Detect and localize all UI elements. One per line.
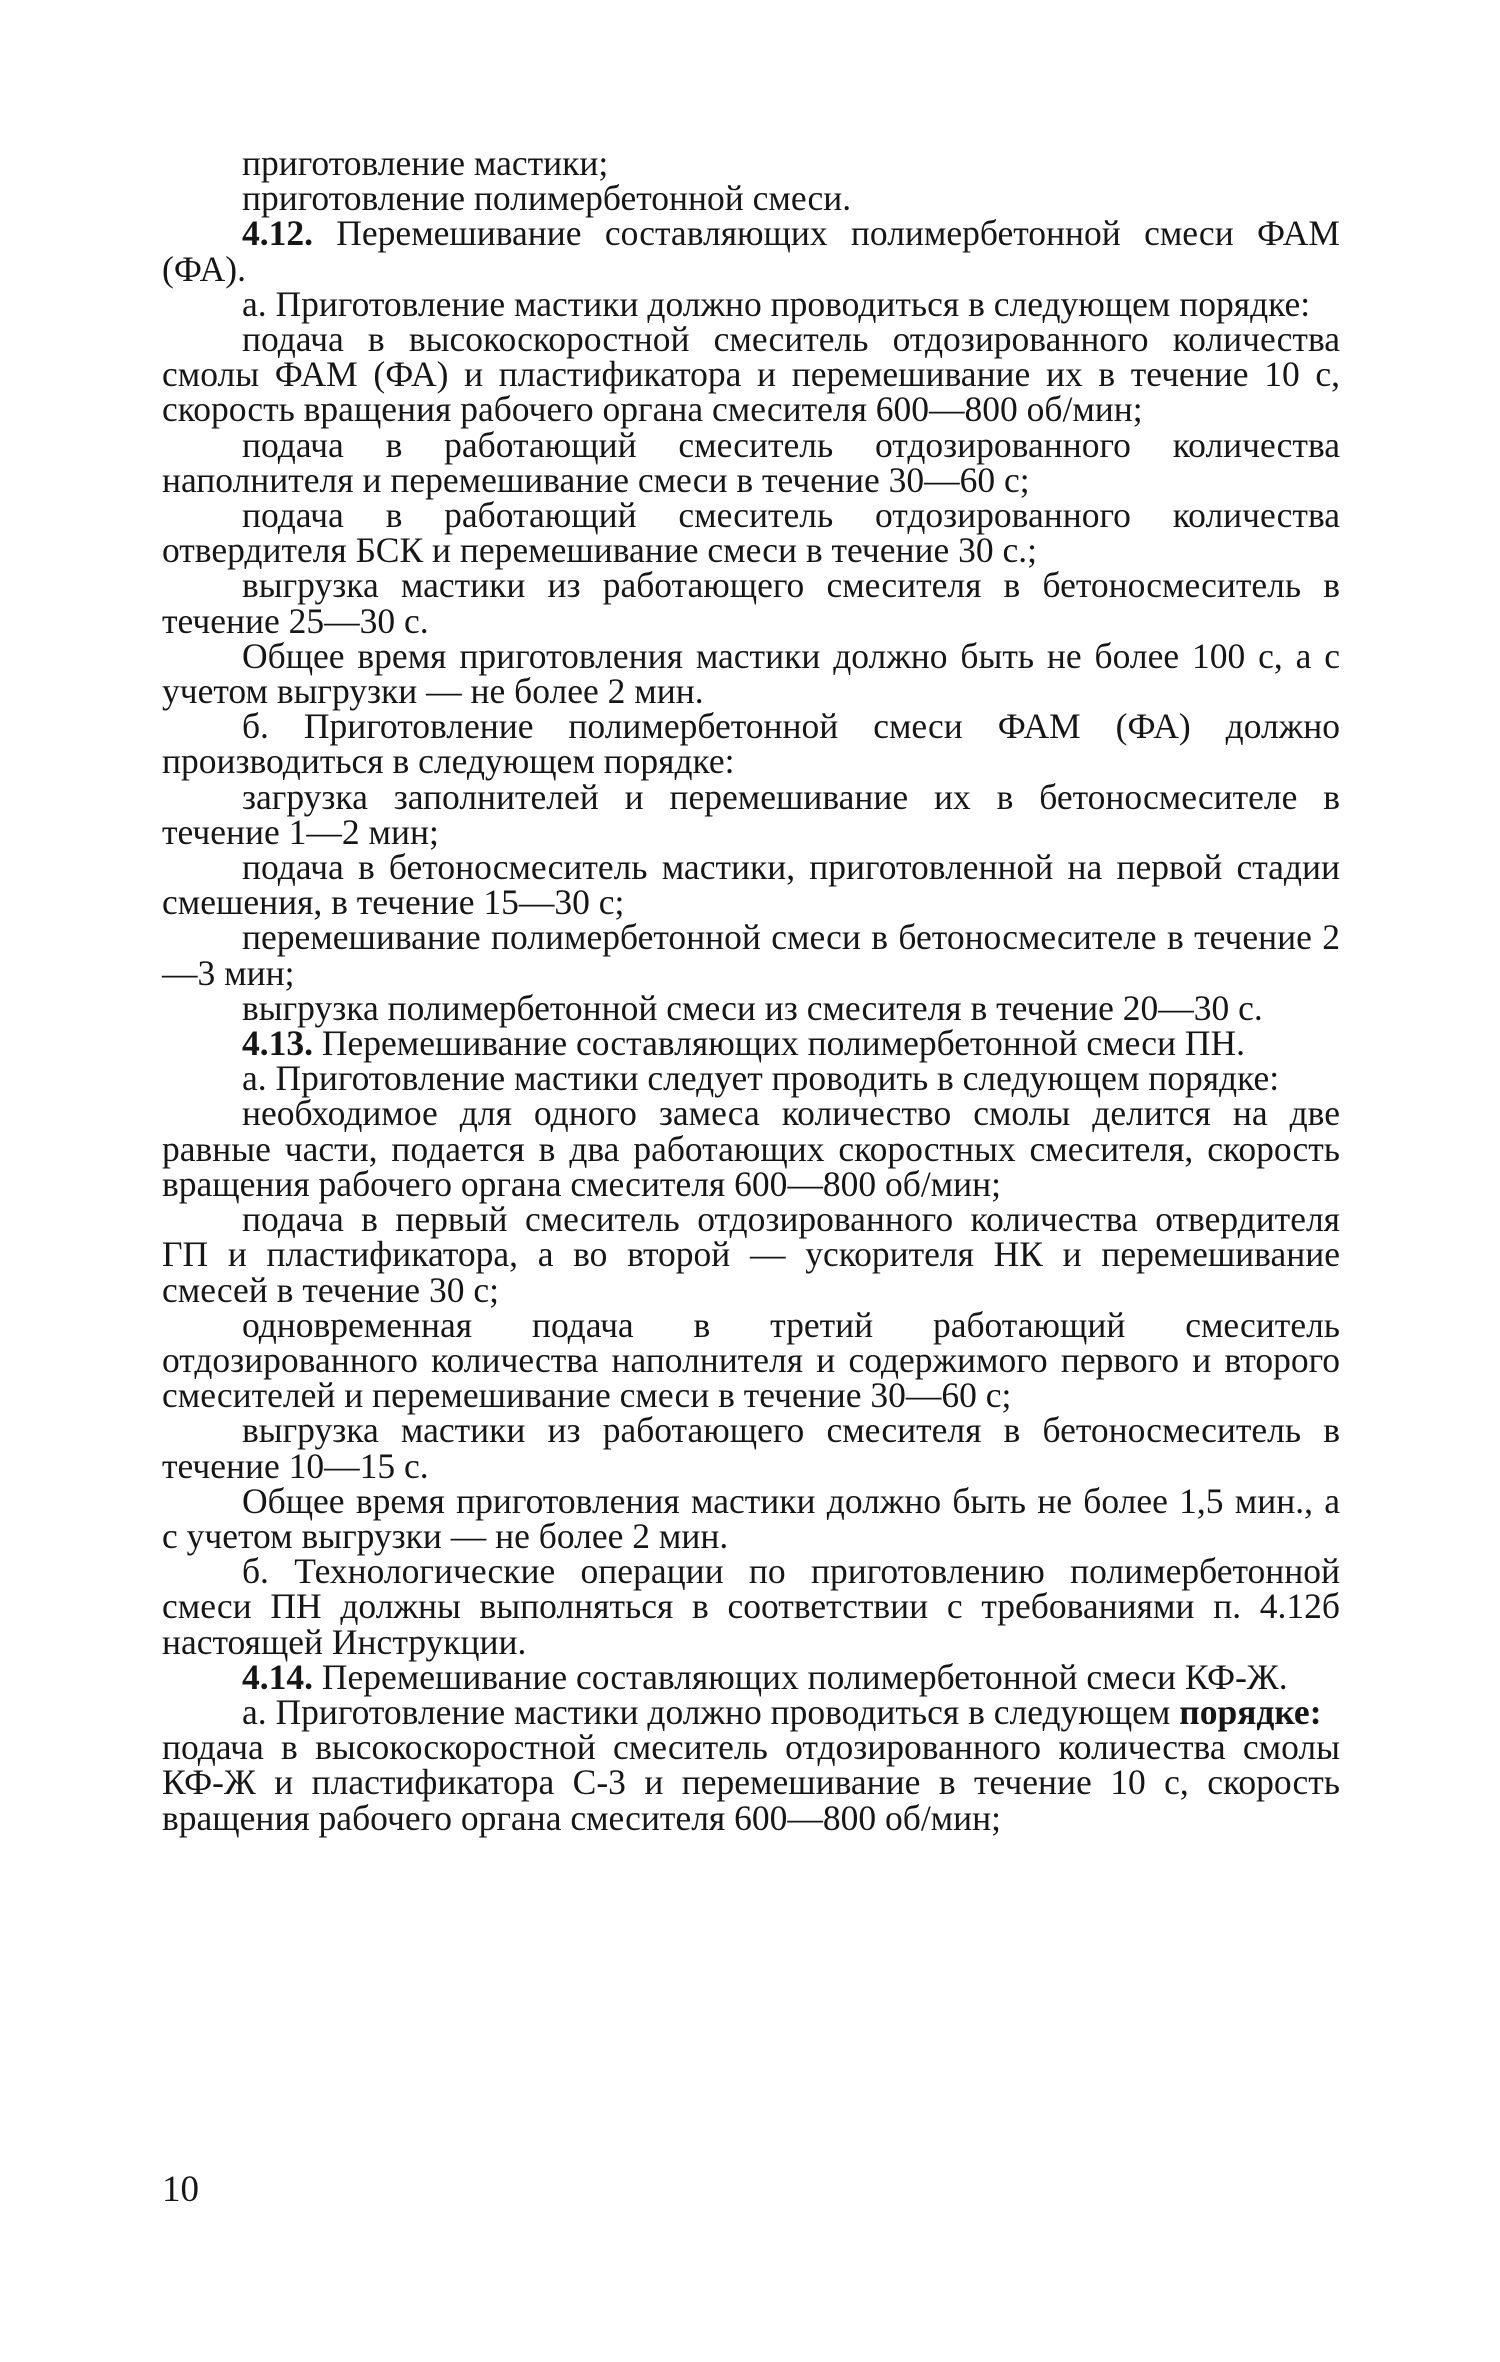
clause-number: 4.12.	[242, 213, 313, 254]
page-number: 10	[162, 2169, 199, 2210]
paragraph: а. Приготовление мастики следует проводить в следующем порядке:	[242, 1058, 1280, 1099]
paragraph: подача в работающий смеситель отдозированного количества отвердителя БСК и перемешивание смеси в течение 30 с.;	[162, 495, 1340, 571]
bold-word: порядке:	[1179, 1691, 1322, 1732]
paragraph: б. Технологические операции по приготовлению полимербетонной смеси ПН должны выполняться в соответствии с требованиями п. 4.12б настоящей Инструкции.	[162, 1551, 1340, 1662]
paragraph: Общее время приготовления мастики должно быть не более 100 с, а с учетом выгрузки — не более 2 мин.	[162, 635, 1340, 712]
page-body	[162, 143, 1340, 1838]
clause-number: 4.14.	[242, 1656, 313, 1697]
paragraph: выгрузка полимербетонной смеси из смесителя в течение 20—30 с.	[242, 987, 1263, 1028]
paragraph: б. Приготовление полимербетонной смеси ФАМ (ФА) должно производиться в следующем порядке:	[162, 706, 1340, 782]
paragraph: необходимое для одного замеса количество смолы делится на две равные части, подается в два работающих скоростных смесителя, скорость вращения рабочего органа смесителя 600—800 об/мин;	[162, 1093, 1340, 1204]
section-heading-4-13: 4.13. Перемешивание составляющих полимербетонной смеси ПН.	[242, 1023, 1246, 1064]
paragraph: выгрузка мастики из работающего смесителя в бетоносмеситель в течение 10—15 с.	[162, 1410, 1340, 1486]
section-heading-4-14: 4.14. Перемешивание составляющих полимербетонной смеси КФ-Ж.	[242, 1656, 1288, 1697]
clause-number: 4.13.	[242, 1023, 313, 1064]
paragraph: приготовление мастики;	[242, 143, 609, 183]
paragraph: а. Приготовление мастики должно проводиться в следующем порядке:	[242, 283, 1311, 324]
section-heading-4-12: 4.12. Перемешивание составляющих полимербетонной смеси ФАМ (ФА).	[162, 213, 1340, 289]
paragraph: приготовление полимербетонной смеси.	[242, 178, 852, 219]
paragraph: загрузка заполнителей и перемешивание их в бетоносмесителе в течение 1—2 мин;	[162, 776, 1340, 852]
paragraph: выгрузка мастики из работающего смесителя в бетоносмеситель в течение 25—30 с.	[162, 565, 1340, 641]
paragraph: подача в первый смеситель отдозированного количества отвердителя ГП и пластификатора, а во второй — ускорителя НК и перемешивание смесей в течение 30 с;	[162, 1199, 1340, 1310]
paragraph: перемешивание полимербетонной смеси в бетоносмесителе в течение 2—3 мин;	[162, 917, 1340, 993]
paragraph: подача в высокоскоростной смеситель отдозированного количества смолы КФ-Ж и пластификатора С-3 и перемешивание в течение 10 с, скорость вращения рабочего органа смесителя 600—800 об/мин;	[162, 1727, 1340, 1838]
paragraph: подача в бетоносмеситель мастики, приготовленной на первой стадии смешения, в течение 15—30 с;	[162, 847, 1340, 923]
paragraph: подача в высокоскоростной смеситель отдозированного количества смолы ФАМ (ФА) и пластификатора и перемешивание их в течение 10 с, скорость вращения рабочего органа смесителя 600—800 об/мин;	[162, 319, 1340, 430]
paragraph: а. Приготовление мастики должно проводиться в следующем порядке:	[242, 1691, 1322, 1732]
paragraph: Общее время приготовления мастики должно быть не более 1,5 мин., а с учетом выгрузки — не более 2 мин.	[162, 1480, 1340, 1556]
paragraph: подача в работающий смеситель отдозированного количества наполнителя и перемешивание смеси в течение 30—60 с;	[162, 424, 1340, 500]
paragraph: одновременная подача в третий работающий смеситель отдозированного количества наполнителя и содержимого первого и второго смесителей и перемешивание смеси в течение 30—60 с;	[162, 1304, 1340, 1416]
